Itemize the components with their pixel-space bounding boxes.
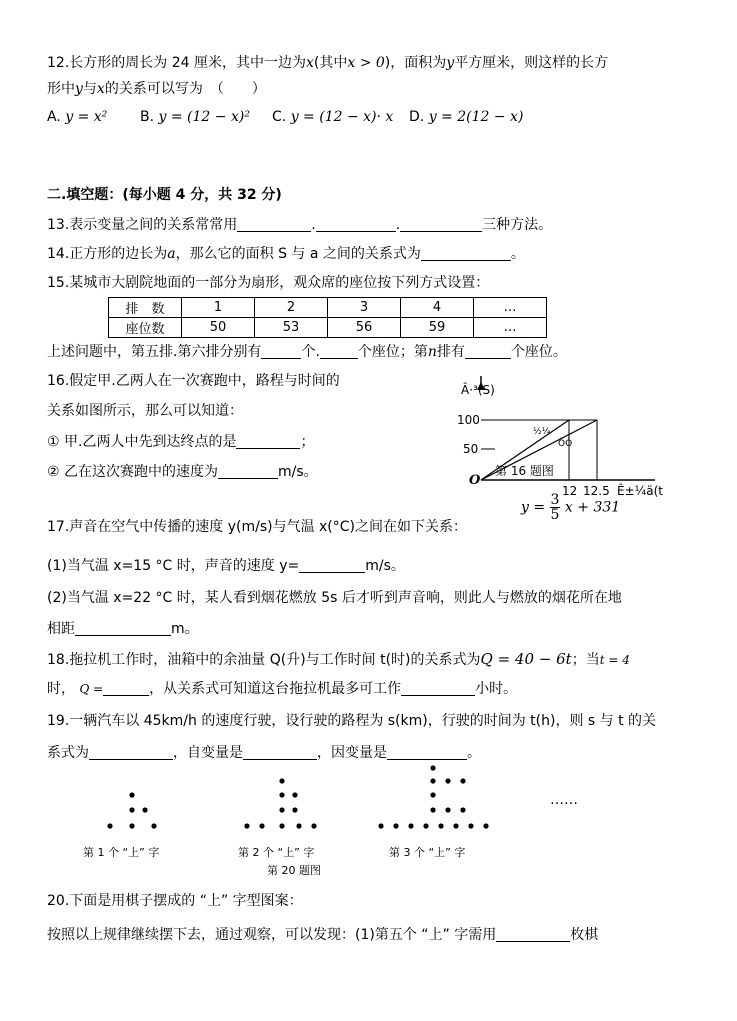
q16-item1: ① 甲.乙两人中先到达终点的是 ；	[47, 434, 315, 450]
q18-line1: 18.拖拉机工作时，油箱中的余油量 Q(升)与工作时间 t(时)的关系式为Q = 40 − 6t；当t = 4	[47, 650, 630, 668]
q12-option-a[interactable]: A. y = x²	[47, 109, 108, 125]
ellipsis: ……	[550, 792, 578, 808]
formula: Q = 40 − 6t	[480, 650, 572, 668]
figure-caption: 第 16 题图	[495, 464, 554, 478]
q17-intro: 17.声音在空气中传播的速度 y(m/s)与气温 x(°C)之间在如下关系：	[47, 519, 468, 535]
origin-label: O	[469, 473, 481, 488]
q15-tail: 上述问题中，第五排.第六排分别有 个. 个座位；第n排有 个座位。	[47, 344, 567, 360]
blank[interactable]	[299, 556, 365, 573]
blank[interactable]	[401, 679, 475, 696]
q18-line2: 时， Q = ，从关系式可知道这台拖拉机最多可工作 小时。	[47, 681, 518, 697]
caption-3: 第 3 个 “上” 字	[389, 846, 466, 859]
table-row: 座位数 50 53 56 59 …	[109, 318, 547, 338]
blank[interactable]	[465, 342, 511, 359]
q20-line1: 20.下面是用棋子摆成的 “上” 字型图案：	[47, 893, 303, 909]
blank[interactable]	[75, 619, 171, 636]
q14: 14.正方形的边长为a，那么它的面积 S 与 a 之间的关系式为 。	[47, 246, 525, 262]
blank[interactable]	[421, 244, 511, 261]
blank[interactable]	[316, 215, 396, 232]
y-axis-label: Â·³(S)	[461, 383, 495, 397]
y-tick: 100	[457, 413, 480, 427]
line-label: ÒÒ	[558, 439, 573, 449]
var-y: y	[446, 55, 455, 71]
caption-2: 第 2 个 “上” 字	[238, 846, 315, 859]
q19-line1: 19.一辆汽车以 45km/h 的速度行驶，设行驶的路程为 s(km)，行驶的时间为 t(h)，则 s 与 t 的关	[47, 713, 657, 729]
blank[interactable]	[236, 432, 300, 449]
pattern-2	[244, 778, 316, 828]
x-tick: 12.5	[583, 484, 610, 498]
table-row: 排 数 1 2 3 4 …	[109, 298, 547, 318]
seat-table	[108, 297, 547, 338]
blank[interactable]	[400, 215, 482, 232]
q20-line2: 按照以上规律继续摆下去，通过观察，可以发现：(1)第五个 “上” 字需用 枚棋	[47, 927, 599, 943]
condition: x > 0	[347, 55, 385, 71]
blank[interactable]	[237, 215, 311, 232]
q17-p2b: 相距 m。	[47, 621, 199, 637]
figure-20-title: 第 20 题图	[267, 864, 321, 877]
figure-20	[100, 764, 610, 834]
x-tick: 12	[562, 484, 578, 498]
caption-1: 第 1 个 “上” 字	[83, 846, 160, 859]
q15-intro: 15.某城市大剧院地面的一部分为扇形，观众席的座位按下列方式设置：	[47, 275, 490, 291]
q16-item2: ② 乙在这次赛跑中的速度为 m/s。	[47, 464, 318, 480]
q16-line1: 16.假定甲.乙两人在一次赛跑中，路程与时间的	[47, 373, 340, 389]
q12-option-c[interactable]: C. y = (12 − x)· x	[272, 109, 394, 125]
var-x: x	[305, 55, 314, 71]
q16-line2: 关系如图所示，那么可以知道：	[47, 403, 243, 419]
blank[interactable]	[496, 925, 570, 942]
blank[interactable]	[320, 342, 358, 359]
blank[interactable]	[89, 743, 173, 760]
q12-line1: 12.长方形的周长为 24 厘米，其中一边为x(其中x > 0)，面积为y平方厘米，则这样的长方	[47, 55, 609, 71]
q12-option-b[interactable]: B. y = (12 − x)²	[140, 109, 250, 125]
pattern-1	[107, 792, 156, 828]
x-axis-label: Ê±¼ä(t	[617, 484, 664, 498]
blank[interactable]	[387, 743, 467, 760]
blank[interactable]	[218, 462, 278, 479]
q17-formula: y = $\frac{3}{5}$ x + 331	[521, 492, 621, 523]
q19-line2: 系式为 ，自变量是 ，因变量是 。	[47, 745, 481, 761]
q17-p2a: (2)当气温 x=22 °C 时，某人看到烟花燃放 5s 后才听到声音响，则此人与燃放的烟花所在地	[47, 590, 622, 606]
figure-16	[455, 376, 695, 500]
q12-line2: 形中y与x的关系可以写为 （ ）	[47, 81, 266, 97]
q12-option-d[interactable]: D. y = 2(12 − x)	[409, 109, 524, 125]
blank[interactable]	[261, 342, 301, 359]
y-tick: 50	[463, 442, 479, 456]
q13: 13.表示变量之间的关系常常用 . . 三种方法。	[47, 217, 553, 233]
section-title: 二.填空题：(每小题 4 分，共 32 分)	[47, 187, 282, 203]
blank[interactable]	[103, 679, 149, 696]
blank[interactable]	[243, 743, 317, 760]
pattern-3	[378, 765, 488, 828]
q17-p1: (1)当气温 x=15 °C 时，声音的速度 y= m/s。	[47, 558, 405, 574]
line-label: ½¼	[533, 427, 551, 437]
